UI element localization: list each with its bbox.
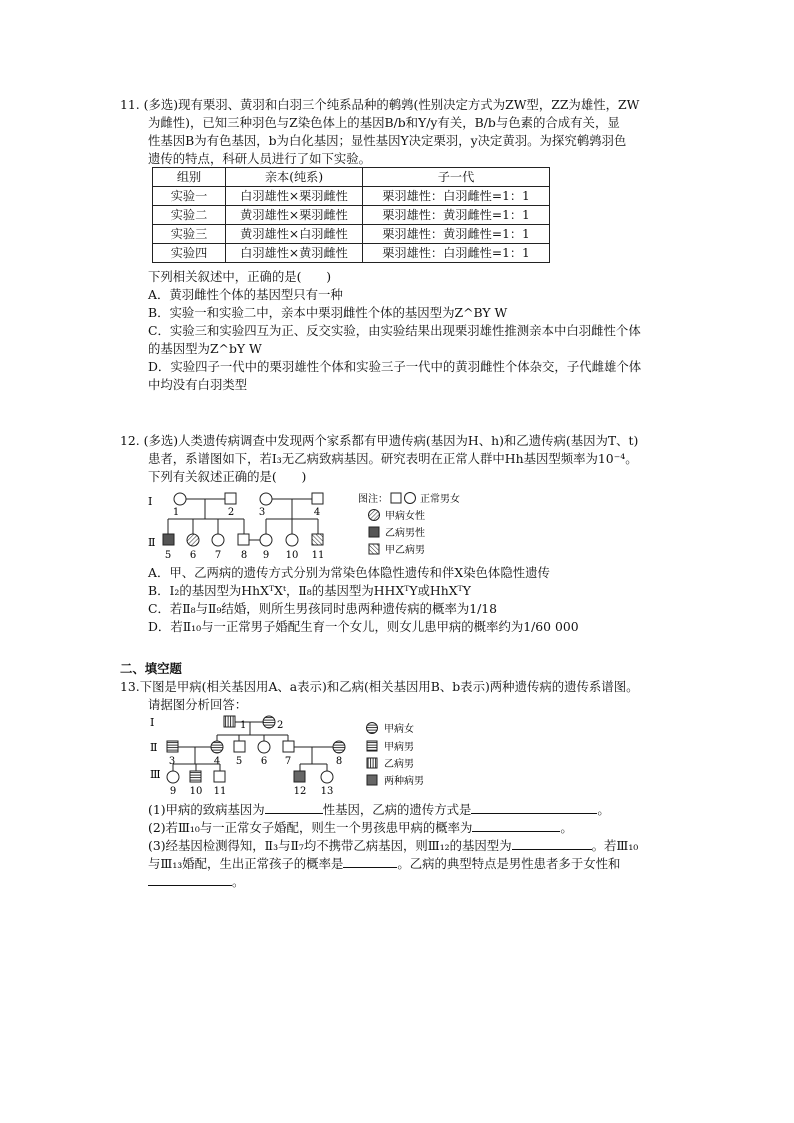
legend-symbol xyxy=(367,758,377,768)
table-cell: 实验三 xyxy=(153,225,226,244)
text-span: (3)经基因检测得知，Ⅱ₃与Ⅱ₇均不携带乙病基因，则Ⅲ₁₂的基因型为 xyxy=(148,838,512,853)
individual-id: 3 xyxy=(258,507,266,518)
table-cell: 栗羽雄性：黄羽雌性=1：1 xyxy=(363,206,550,225)
q13-part-3-cont xyxy=(148,854,620,873)
individual-I4-normal-male xyxy=(312,493,323,504)
individual-I2-affected-female xyxy=(263,716,275,728)
individual-II4-affected-female xyxy=(211,741,223,753)
q11-stem-line-3: 性基因B为有色基因，b为白化基因；显性基因Y决定栗羽，y决定黄羽。为探究鹌鹑羽色 xyxy=(148,133,627,148)
individual-id: 2 xyxy=(277,720,284,731)
legend-symbol xyxy=(367,741,377,751)
text-span: 。 xyxy=(597,802,610,817)
answer-blank[interactable] xyxy=(343,854,397,868)
table-cell: 白羽雄性×黄羽雌性 xyxy=(226,244,363,263)
q13-pedigree-diagram xyxy=(140,712,460,798)
individual-I3-normal-female xyxy=(260,493,272,505)
text-span: 。乙病的典型特点是男性患者多于女性和 xyxy=(397,856,621,871)
individual-III11-normal-male xyxy=(214,771,225,782)
q13-part-2 xyxy=(148,818,573,837)
individual-id: 10 xyxy=(189,786,203,797)
legend-label: 甲乙病男 xyxy=(385,545,425,556)
answer-blank[interactable] xyxy=(472,818,560,832)
individual-id: 1 xyxy=(240,720,247,731)
q13-part-1 xyxy=(148,800,610,819)
text-span: 性基因，乙病的遗传方式是 xyxy=(322,802,472,817)
q11-option-c: C．实验三和实验四互为正、反交实验，由实验结果出现栗羽雄性推测亲本中白羽雌性个体 xyxy=(148,323,641,338)
q13-part-3 xyxy=(148,836,638,855)
q11-question: 下列相关叙述中，正确的是( ) xyxy=(148,269,332,284)
answer-blank[interactable] xyxy=(148,872,232,886)
table-header-cell: 组别 xyxy=(153,168,226,187)
legend-symbol xyxy=(367,775,377,785)
q12-pedigree-diagram xyxy=(140,486,480,564)
legend-symbol xyxy=(369,544,379,554)
individual-II5-affected-male xyxy=(163,534,174,545)
section-heading: 二、填空题 xyxy=(120,661,182,676)
individual-III12-both-diseases-male xyxy=(294,771,305,782)
legend-label: 甲病女性 xyxy=(385,511,425,522)
q13-part-3-end xyxy=(148,872,244,891)
individual-III9-normal-female xyxy=(167,771,179,783)
legend-label: 乙病男 xyxy=(384,759,414,770)
table-cell: 栗羽雄性：白羽雌性=1：1 xyxy=(363,187,550,206)
individual-III10-affected-male xyxy=(190,771,201,782)
individual-II7-normal-male xyxy=(283,741,294,752)
table-row xyxy=(153,187,550,206)
table-cell: 栗羽雄性：白羽雌性=1：1 xyxy=(363,244,550,263)
individual-II3-affected-male xyxy=(167,741,178,752)
generation-label-2: Ⅱ xyxy=(148,536,156,549)
q12-option-b: B．Ⅰ₂的基因型为HhXᵀXᵗ，Ⅱ₈的基因型为HHXᵀY或HhXᵀY xyxy=(148,583,471,598)
individual-I1-normal-female xyxy=(174,493,186,505)
legend-label: 两种病男 xyxy=(384,776,424,787)
legend-symbol xyxy=(369,527,379,537)
q11-option-c-cont: 的基因型为Z^bY W xyxy=(148,341,262,356)
individual-II8-affected-female xyxy=(333,741,345,753)
individual-id: 6 xyxy=(260,756,268,767)
individual-id: 8 xyxy=(335,756,343,767)
table-cell: 栗羽雄性：黄羽雌性=1：1 xyxy=(363,225,550,244)
table-cell: 实验一 xyxy=(153,187,226,206)
legend-label: 甲病女 xyxy=(384,724,414,735)
q12-option-a: A．甲、乙两病的遗传方式分别为常染色体隐性遗传和伴X染色体隐性遗传 xyxy=(148,565,550,580)
legend-title: 图注： xyxy=(358,494,388,505)
table-cell: 实验四 xyxy=(153,244,226,263)
answer-blank[interactable] xyxy=(512,836,592,850)
text-span: 。 xyxy=(232,874,245,889)
table-cell: 黄羽雄性×栗羽雌性 xyxy=(226,206,363,225)
individual-id: 5 xyxy=(164,550,172,561)
individual-II6-normal-female xyxy=(258,741,270,753)
text-span: (2)若Ⅲ₁₀与一正常女子婚配，则生一个男孩患甲病的概率为 xyxy=(148,820,473,835)
legend-symbol xyxy=(367,723,378,734)
individual-id: 5 xyxy=(235,756,243,767)
table-cell: 白羽雄性×栗羽雌性 xyxy=(226,187,363,206)
table-row xyxy=(153,206,550,225)
generation-label-1: Ⅰ xyxy=(148,495,153,508)
individual-II7-normal-female xyxy=(212,534,224,546)
q12-stem-line-2: 患者，系谱图如下，若Ⅰ₃无乙病致病基因。研究表明在正常人群中Hh基因型频率为10⁻⁴。 xyxy=(148,451,638,466)
text-span: 与Ⅲ₁₃婚配，生出正常孩子的概率是 xyxy=(148,856,344,871)
individual-III13-normal-female xyxy=(321,771,333,783)
individual-id: 11 xyxy=(213,786,227,797)
q13-stem-line-2: 请据图分析回答： xyxy=(148,697,248,712)
generation-label-2: Ⅱ xyxy=(150,741,158,754)
legend-label: 乙病男性 xyxy=(385,528,425,539)
individual-II11-affected-male xyxy=(312,534,323,545)
table-row xyxy=(153,244,550,263)
table-cell: 黄羽雄性×白羽雌性 xyxy=(226,225,363,244)
individual-id: 9 xyxy=(262,550,270,561)
individual-II8-normal-male xyxy=(238,534,249,545)
q11-option-d: D．实验四子一代中的栗羽雄性个体和实验三子一代中的黄羽雌性个体杂交，子代雌雄个体 xyxy=(148,359,642,374)
generation-label-1: Ⅰ xyxy=(150,716,155,729)
individual-II5-normal-male xyxy=(234,741,245,752)
q11-stem-line-2: 为雌性)，已知三种羽色与Z染色体上的基因B/b和Y/y有关，B/b与色素的合成有关，显 xyxy=(148,115,620,130)
individual-id: 12 xyxy=(293,786,307,797)
individual-id: 9 xyxy=(169,786,177,797)
table-row xyxy=(153,225,550,244)
individual-I1-affected-male xyxy=(224,716,235,727)
individual-II10-normal-female xyxy=(286,534,298,546)
q11-option-a: A．黄羽雌性个体的基因型只有一种 xyxy=(148,287,343,302)
text-span: 。若Ⅲ₁₀ xyxy=(591,838,639,853)
table-cell: 实验二 xyxy=(153,206,226,225)
individual-id: 8 xyxy=(240,550,248,561)
q12-option-d: D．若Ⅱ₁₀与一正常男子婚配生育一个女儿，则女儿患甲病的概率约为1/60 000 xyxy=(148,619,579,634)
individual-id: 10 xyxy=(285,550,299,561)
text-span: (1)甲病的致病基因为 xyxy=(148,802,265,817)
q12-stem-line-1: 12. (多选)人类遗传病调查中发现两个家系都有甲遗传病(基因为H、h)和乙遗传病(基因为T、t) xyxy=(120,433,639,448)
legend-label: 正常男女 xyxy=(420,494,460,505)
individual-id: 1 xyxy=(172,507,180,518)
q13-stem-line-1: 13.下图是甲病(相关基因用A、a表示)和乙病(相关基因用B、b表示)两种遗传病的遗传系谱图。 xyxy=(120,679,639,694)
text-span: 。 xyxy=(560,820,573,835)
answer-blank[interactable] xyxy=(265,800,323,814)
individual-id: 7 xyxy=(214,550,222,561)
individual-id: 11 xyxy=(311,550,325,561)
individual-id: 13 xyxy=(320,786,334,797)
q11-option-b: B．实验一和实验二中，亲本中栗羽雌性个体的基因型为Z^BY W xyxy=(148,305,508,320)
legend-normal-male-symbol xyxy=(391,493,401,503)
legend-normal-female-symbol xyxy=(405,493,416,504)
individual-id: 2 xyxy=(227,507,235,518)
q12-stem-line-3: 下列有关叙述正确的是( ) xyxy=(148,469,307,484)
q11-experiment-table xyxy=(152,167,550,263)
individual-id: 3 xyxy=(168,756,176,767)
individual-II6-affected-female xyxy=(187,534,199,546)
generation-label-3: Ⅲ xyxy=(150,768,161,781)
individual-id: 4 xyxy=(313,507,321,518)
q11-stem-line-4: 遗传的特点，科研人员进行了如下实验。 xyxy=(148,151,372,166)
individual-id: 7 xyxy=(284,756,292,767)
legend-label: 甲病男 xyxy=(384,742,414,753)
legend-symbol xyxy=(369,510,380,521)
table-header-row xyxy=(153,168,550,187)
q12-option-c: C．若Ⅱ₈与Ⅱ₉结婚，则所生男孩同时患两种遗传病的概率为1/18 xyxy=(148,601,498,616)
answer-blank[interactable] xyxy=(471,800,597,814)
q11-option-d-cont: 中均没有白羽类型 xyxy=(148,377,248,392)
individual-I2-normal-male xyxy=(225,493,236,504)
q11-stem-line-1: 11. (多选)现有栗羽、黄羽和白羽三个纯系品种的鹌鹑(性别决定方式为ZW型，ZZ为雄性，ZW xyxy=(120,97,640,112)
table-header-cell: 亲本(纯系) xyxy=(226,168,363,187)
table-header-cell: 子一代 xyxy=(363,168,550,187)
individual-id: 4 xyxy=(213,756,221,767)
individual-id: 6 xyxy=(189,550,197,561)
individual-II9-normal-female xyxy=(260,534,272,546)
